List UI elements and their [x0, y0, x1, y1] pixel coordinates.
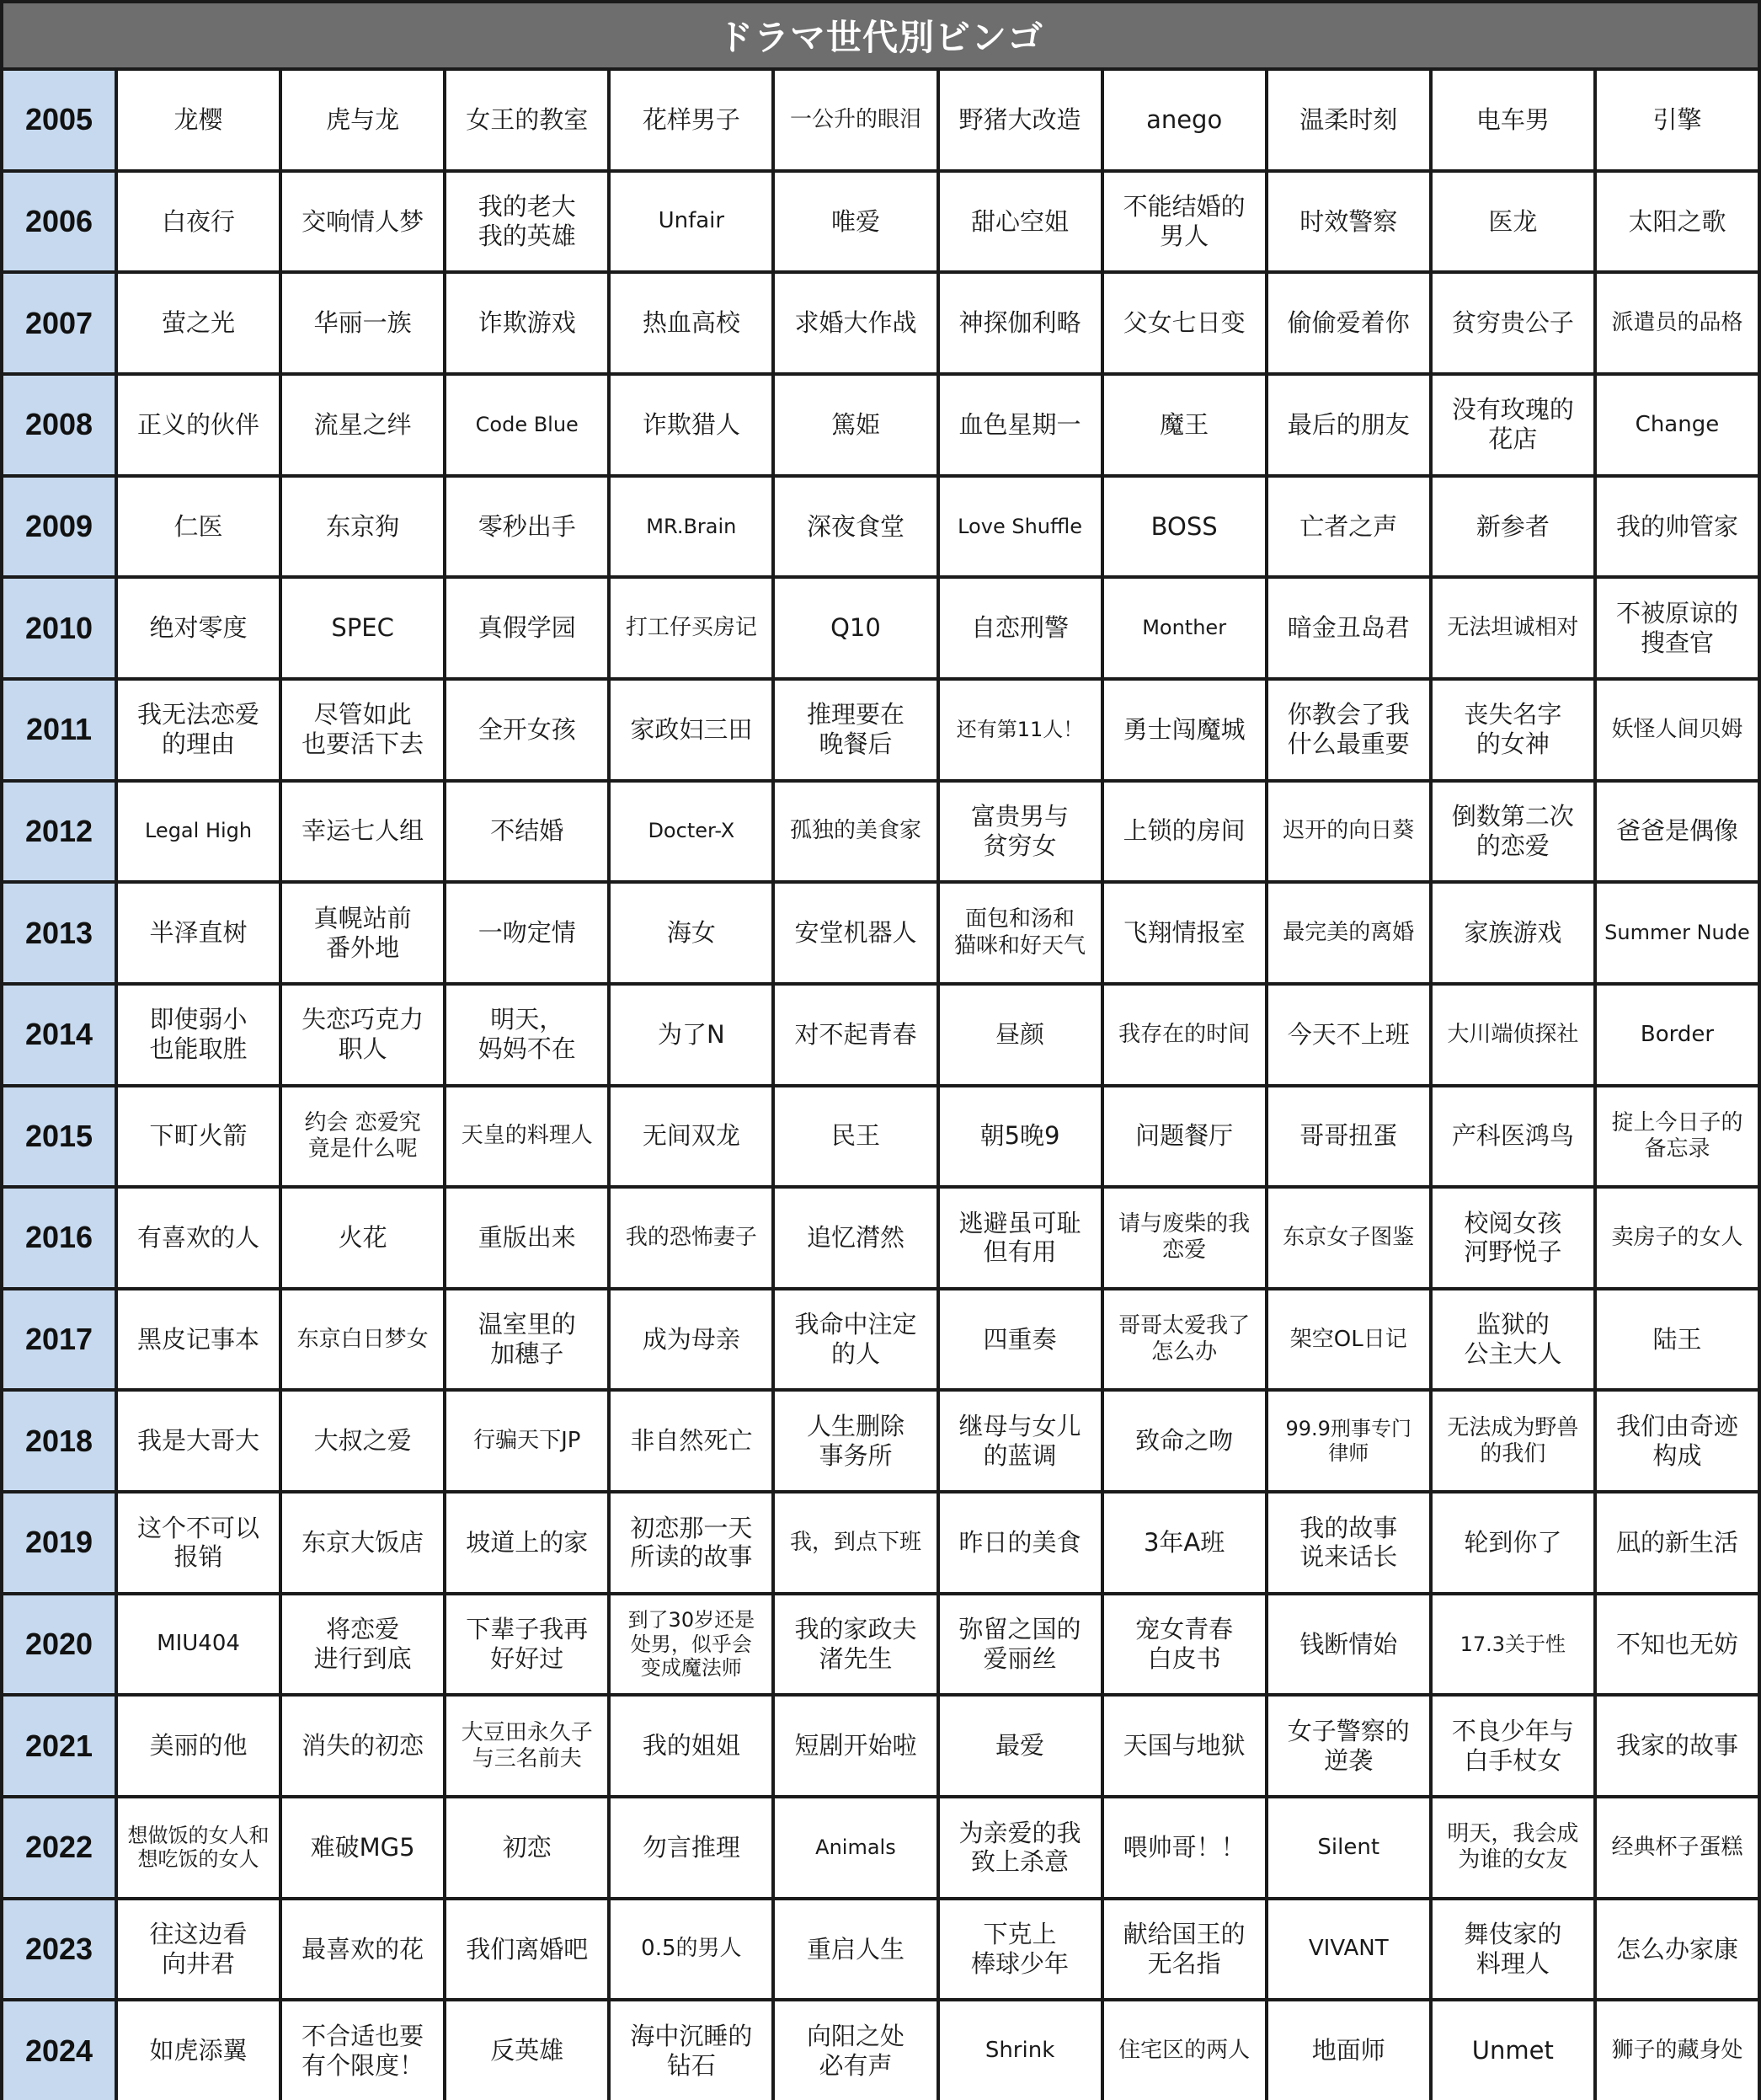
drama-cell: 血色星期一 [940, 376, 1101, 474]
drama-cell: 美丽的他 [118, 1697, 279, 1795]
drama-cell: 问题餐厅 [1104, 1087, 1265, 1186]
year-label-2023: 2023 [3, 1900, 115, 1999]
drama-cell: 下克上 棒球少年 [940, 1900, 1101, 1999]
drama-cell: 不能结婚的 男人 [1104, 173, 1265, 271]
drama-cell: 不合适也要 有个限度！ [282, 2001, 443, 2100]
drama-cell: 东京女子图鉴 [1268, 1189, 1429, 1287]
drama-cell: 安堂机器人 [775, 884, 936, 982]
drama-cell: 推理要在 晚餐后 [775, 681, 936, 779]
drama-cell: 我的故事 说来话长 [1268, 1494, 1429, 1592]
drama-cell: 流星之绊 [282, 376, 443, 474]
drama-cell: 深夜食堂 [775, 478, 936, 576]
year-label-2005: 2005 [3, 71, 115, 169]
drama-cell: 华丽一族 [282, 274, 443, 372]
drama-cell: 医龙 [1433, 173, 1593, 271]
drama-cell: 狮子的藏身处 [1597, 2001, 1758, 2100]
drama-cell: 这个不可以 报销 [118, 1494, 279, 1592]
drama-cell: 大叔之爱 [282, 1392, 443, 1490]
drama-cell: 将恋爱 进行到底 [282, 1595, 443, 1694]
drama-cell: 99.9刑事专门 律师 [1268, 1392, 1429, 1490]
drama-cell: 朝5晚9 [940, 1087, 1101, 1186]
drama-cell: 求婚大作战 [775, 274, 936, 372]
drama-cell: 海女 [611, 884, 771, 982]
drama-cell: 魔王 [1104, 376, 1265, 474]
drama-cell: 我，到点下班 [775, 1494, 936, 1592]
drama-cell: 我的帅管家 [1597, 478, 1758, 576]
drama-cell: 向阳之处 必有声 [775, 2001, 936, 2100]
drama-cell: 最完美的离婚 [1268, 884, 1429, 982]
year-label-2013: 2013 [3, 884, 115, 982]
drama-cell: 卖房子的女人 [1597, 1189, 1758, 1287]
drama-cell: Summer Nude [1597, 884, 1758, 982]
drama-cell: 勇士闯魔城 [1104, 681, 1265, 779]
drama-cell: 真假学园 [446, 579, 607, 677]
drama-cell: 人生删除 事务所 [775, 1392, 936, 1490]
drama-cell: Change [1597, 376, 1758, 474]
drama-cell: 亡者之声 [1268, 478, 1429, 576]
drama-cell: 甜心空姐 [940, 173, 1101, 271]
drama-cell: 陆王 [1597, 1290, 1758, 1389]
drama-cell: 监狱的 公主大人 [1433, 1290, 1593, 1389]
drama-cell: 为了N [611, 986, 771, 1084]
drama-cell: 花样男子 [611, 71, 771, 169]
year-label-2017: 2017 [3, 1290, 115, 1389]
drama-cell: 钱断情始 [1268, 1595, 1429, 1694]
drama-cell: 我的家政夫 渚先生 [775, 1595, 936, 1694]
drama-cell: 凪的新生活 [1597, 1494, 1758, 1592]
drama-cell: Border [1597, 986, 1758, 1084]
year-label-2015: 2015 [3, 1087, 115, 1186]
drama-cell: 勿言推理 [611, 1798, 771, 1897]
drama-cell: 哥哥扭蛋 [1268, 1087, 1429, 1186]
drama-cell: 失恋巧克力 职人 [282, 986, 443, 1084]
drama-cell: 你教会了我 什么最重要 [1268, 681, 1429, 779]
drama-cell: 大川端侦探社 [1433, 986, 1593, 1084]
drama-cell: 哥哥太爱我了 怎么办 [1104, 1290, 1265, 1389]
drama-cell: 最喜欢的花 [282, 1900, 443, 1999]
drama-cell: Unfair [611, 173, 771, 271]
drama-cell: 弥留之国的 爱丽丝 [940, 1595, 1101, 1694]
drama-cell: 火花 [282, 1189, 443, 1287]
drama-cell: 追忆潸然 [775, 1189, 936, 1287]
drama-cell: 派遣员的品格 [1597, 274, 1758, 372]
drama-cell: 诈欺游戏 [446, 274, 607, 372]
drama-cell: 迟开的向日葵 [1268, 783, 1429, 881]
year-label-2012: 2012 [3, 783, 115, 881]
drama-cell: 下町火箭 [118, 1087, 279, 1186]
drama-cell: 重启人生 [775, 1900, 936, 1999]
year-label-2008: 2008 [3, 376, 115, 474]
drama-cell: 野猪大改造 [940, 71, 1101, 169]
drama-cell: 校阅女孩 河野悦子 [1433, 1189, 1593, 1287]
drama-cell: 幸运七人组 [282, 783, 443, 881]
drama-cell: 0.5的男人 [611, 1900, 771, 1999]
year-label-2007: 2007 [3, 274, 115, 372]
drama-cell: 掟上今日子的 备忘录 [1597, 1087, 1758, 1186]
drama-cell: 消失的初恋 [282, 1697, 443, 1795]
drama-cell: 海中沉睡的 钻石 [611, 2001, 771, 2100]
drama-cell: 爸爸是偶像 [1597, 783, 1758, 881]
drama-cell: 成为母亲 [611, 1290, 771, 1389]
drama-cell: 引擎 [1597, 71, 1758, 169]
drama-cell: 上锁的房间 [1104, 783, 1265, 881]
year-label-2021: 2021 [3, 1697, 115, 1795]
drama-cell: 妖怪人间贝姆 [1597, 681, 1758, 779]
drama-cell: 神探伽利略 [940, 274, 1101, 372]
drama-cell: 有喜欢的人 [118, 1189, 279, 1287]
drama-cell: 唯爱 [775, 173, 936, 271]
drama-cell: 献给国王的 无名指 [1104, 1900, 1265, 1999]
drama-cell: 不结婚 [446, 783, 607, 881]
drama-cell: 打工仔买房记 [611, 579, 771, 677]
drama-cell: 我家的故事 [1597, 1697, 1758, 1795]
drama-cell: 无法坦诚相对 [1433, 579, 1593, 677]
drama-cell: 没有玫瑰的 花店 [1433, 376, 1593, 474]
drama-cell: 四重奏 [940, 1290, 1101, 1389]
drama-cell: 半泽直树 [118, 884, 279, 982]
drama-cell: 到了30岁还是 处男，似乎会 变成魔法师 [611, 1595, 771, 1694]
drama-cell: 下辈子我再 好好过 [446, 1595, 607, 1694]
drama-cell: 初恋 [446, 1798, 607, 1897]
drama-cell: 明天，我会成 为谁的女友 [1433, 1798, 1593, 1897]
drama-cell: 无间双龙 [611, 1087, 771, 1186]
drama-cell: 仁医 [118, 478, 279, 576]
drama-cell: 我是大哥大 [118, 1392, 279, 1490]
drama-cell: 倒数第二次 的恋爱 [1433, 783, 1593, 881]
drama-cell: 轮到你了 [1433, 1494, 1593, 1592]
drama-cell: 怎么办家康 [1597, 1900, 1758, 1999]
bingo-grid [3, 71, 1758, 2100]
drama-cell: 我们离婚吧 [446, 1900, 607, 1999]
drama-cell: 诈欺猎人 [611, 376, 771, 474]
drama-cell: 舞伎家的 料理人 [1433, 1900, 1593, 1999]
drama-cell: anego [1104, 71, 1265, 169]
drama-cell: 致命之吻 [1104, 1392, 1265, 1490]
drama-cell: 住宅区的两人 [1104, 2001, 1265, 2100]
drama-cell: 丧失名字 的女神 [1433, 681, 1593, 779]
drama-cell: 民王 [775, 1087, 936, 1186]
drama-cell: 天皇的料理人 [446, 1087, 607, 1186]
drama-cell: 最爱 [940, 1697, 1101, 1795]
drama-cell: 经典杯子蛋糕 [1597, 1798, 1758, 1897]
drama-cell: 面包和汤和 猫咪和好天气 [940, 884, 1101, 982]
drama-cell: Legal High [118, 783, 279, 881]
drama-cell: 东京白日梦女 [282, 1290, 443, 1389]
drama-cell: 自恋刑警 [940, 579, 1101, 677]
drama-cell: 新参者 [1433, 478, 1593, 576]
drama-cell: Docter-X [611, 783, 771, 881]
drama-cell: 交响情人梦 [282, 173, 443, 271]
drama-cell: 喂帅哥！！ [1104, 1798, 1265, 1897]
drama-cell: 暗金丑岛君 [1268, 579, 1429, 677]
drama-cell: 尽管如此 也要活下去 [282, 681, 443, 779]
drama-cell: 飞翔情报室 [1104, 884, 1265, 982]
drama-cell: 今天不上班 [1268, 986, 1429, 1084]
drama-cell: 短剧开始啦 [775, 1697, 936, 1795]
drama-cell: 我无法恋爱 的理由 [118, 681, 279, 779]
drama-cell: 3年A班 [1104, 1494, 1265, 1592]
year-label-2024: 2024 [3, 2001, 115, 2100]
year-label-2011: 2011 [3, 681, 115, 779]
drama-cell: 我的姐姐 [611, 1697, 771, 1795]
drama-cell: 真幌站前 番外地 [282, 884, 443, 982]
drama-cell: 我们由奇迹 构成 [1597, 1392, 1758, 1490]
drama-cell: 昼颜 [940, 986, 1101, 1084]
drama-cell: 17.3关于性 [1433, 1595, 1593, 1694]
drama-cell: 我的恐怖妻子 [611, 1189, 771, 1287]
drama-cell: 为亲爱的我 致上杀意 [940, 1798, 1101, 1897]
drama-cell: 请与废柴的我 恋爱 [1104, 1189, 1265, 1287]
drama-cell: 贫穷贵公子 [1433, 274, 1593, 372]
drama-cell: 大豆田永久子 与三名前夫 [446, 1697, 607, 1795]
drama-cell: 想做饭的女人和 想吃饭的女人 [118, 1798, 279, 1897]
drama-cell: 父女七日变 [1104, 274, 1265, 372]
drama-cell: 还有第11人！ [940, 681, 1101, 779]
drama-cell: 初恋那一天 所读的故事 [611, 1494, 771, 1592]
year-label-2009: 2009 [3, 478, 115, 576]
drama-cell: 篤姫 [775, 376, 936, 474]
year-label-2016: 2016 [3, 1189, 115, 1287]
drama-cell: 太阳之歌 [1597, 173, 1758, 271]
year-label-2006: 2006 [3, 173, 115, 271]
drama-cell: 往这边看 向井君 [118, 1900, 279, 1999]
drama-cell: 萤之光 [118, 274, 279, 372]
drama-cell: 热血高校 [611, 274, 771, 372]
drama-cell: 我命中注定 的人 [775, 1290, 936, 1389]
drama-cell: Shrink [940, 2001, 1101, 2100]
drama-cell: Q10 [775, 579, 936, 677]
drama-cell: 产科医鸿鸟 [1433, 1087, 1593, 1186]
drama-cell: Monther [1104, 579, 1265, 677]
year-label-2022: 2022 [3, 1798, 115, 1897]
drama-cell: 重版出来 [446, 1189, 607, 1287]
drama-cell: 宠女青春 白皮书 [1104, 1595, 1265, 1694]
drama-cell: 无法成为野兽 的我们 [1433, 1392, 1593, 1490]
drama-cell: VIVANT [1268, 1900, 1429, 1999]
drama-cell: 不知也无妨 [1597, 1595, 1758, 1694]
drama-cell: 明天， 妈妈不在 [446, 986, 607, 1084]
drama-cell: 温柔时刻 [1268, 71, 1429, 169]
drama-cell: 不良少年与 白手杖女 [1433, 1697, 1593, 1795]
board-title: ドラマ世代別ビンゴ [3, 3, 1758, 67]
drama-cell: Unmet [1433, 2001, 1593, 2100]
drama-cell: 坡道上的家 [446, 1494, 607, 1592]
drama-cell: 东京狗 [282, 478, 443, 576]
drama-cell: 一公升的眼泪 [775, 71, 936, 169]
drama-cell: MR.Brain [611, 478, 771, 576]
drama-cell: 我存在的时间 [1104, 986, 1265, 1084]
drama-cell: 女子警察的 逆袭 [1268, 1697, 1429, 1795]
drama-cell: 龙樱 [118, 71, 279, 169]
year-label-2014: 2014 [3, 986, 115, 1084]
drama-cell: 黑皮记事本 [118, 1290, 279, 1389]
drama-cell: 东京大饭店 [282, 1494, 443, 1592]
drama-cell: 逃避虽可耻 但有用 [940, 1189, 1101, 1287]
drama-cell: 不被原谅的 搜查官 [1597, 579, 1758, 677]
drama-cell: SPEC [282, 579, 443, 677]
drama-cell: 正义的伙伴 [118, 376, 279, 474]
drama-cell: 架空OL日记 [1268, 1290, 1429, 1389]
year-label-2019: 2019 [3, 1494, 115, 1592]
drama-cell: 如虎添翼 [118, 2001, 279, 2100]
drama-cell: 即使弱小 也能取胜 [118, 986, 279, 1084]
drama-cell: 继母与女儿 的蓝调 [940, 1392, 1101, 1490]
drama-cell: 昨日的美食 [940, 1494, 1101, 1592]
drama-cell: 孤独的美食家 [775, 783, 936, 881]
drama-cell: 绝对零度 [118, 579, 279, 677]
drama-cell: 地面师 [1268, 2001, 1429, 2100]
drama-cell: 家族游戏 [1433, 884, 1593, 982]
drama-cell: 我的老大 我的英雄 [446, 173, 607, 271]
drama-cell: 一吻定情 [446, 884, 607, 982]
drama-cell: Animals [775, 1798, 936, 1897]
drama-cell: 白夜行 [118, 173, 279, 271]
drama-cell: 电车男 [1433, 71, 1593, 169]
drama-cell: 温室里的 加穗子 [446, 1290, 607, 1389]
year-label-2010: 2010 [3, 579, 115, 677]
drama-cell: MIU404 [118, 1595, 279, 1694]
drama-cell: 最后的朋友 [1268, 376, 1429, 474]
drama-cell: 零秒出手 [446, 478, 607, 576]
drama-cell: Silent [1268, 1798, 1429, 1897]
drama-cell: 对不起青春 [775, 986, 936, 1084]
drama-cell: 家政妇三田 [611, 681, 771, 779]
drama-cell: 女王的教室 [446, 71, 607, 169]
drama-cell: 难破MG5 [282, 1798, 443, 1897]
drama-cell: 天国与地狱 [1104, 1697, 1265, 1795]
drama-cell: 富贵男与 贫穷女 [940, 783, 1101, 881]
drama-cell: 反英雄 [446, 2001, 607, 2100]
drama-cell: 非自然死亡 [611, 1392, 771, 1490]
drama-cell: 时效警察 [1268, 173, 1429, 271]
year-label-2018: 2018 [3, 1392, 115, 1490]
year-label-2020: 2020 [3, 1595, 115, 1694]
drama-cell: BOSS [1104, 478, 1265, 576]
drama-cell: 约会 恋爱究 竟是什么呢 [282, 1087, 443, 1186]
drama-cell: 全开女孩 [446, 681, 607, 779]
drama-cell: Love Shuffle [940, 478, 1101, 576]
drama-cell: 虎与龙 [282, 71, 443, 169]
drama-cell: Code Blue [446, 376, 607, 474]
drama-cell: 行骗天下JP [446, 1392, 607, 1490]
drama-cell: 偷偷爱着你 [1268, 274, 1429, 372]
